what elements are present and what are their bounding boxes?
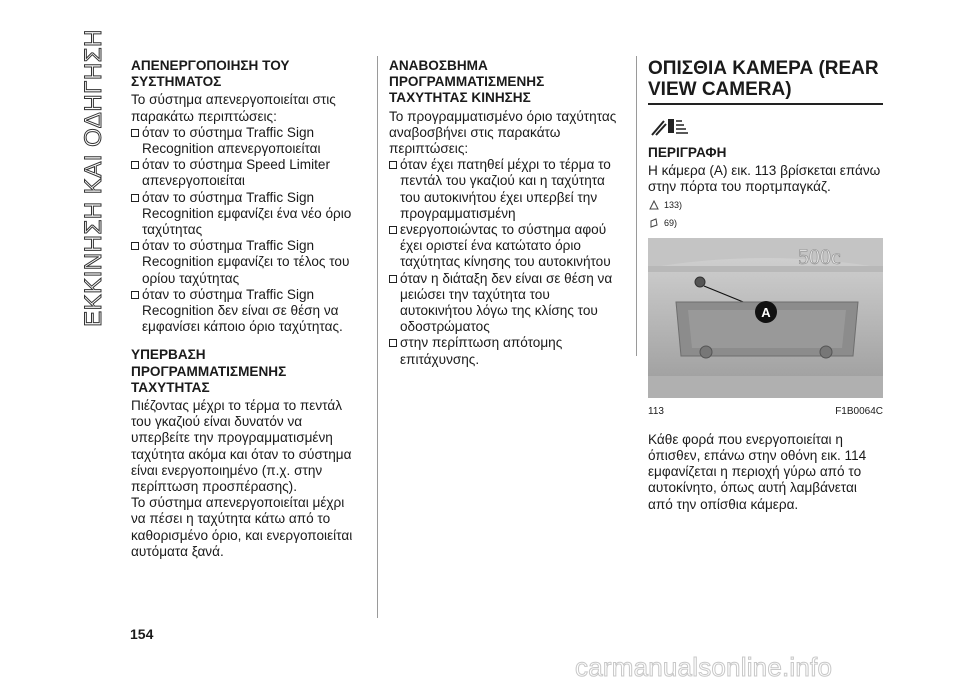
heading-description: ΠΕΡΙΓΡΑΦΗ: [648, 144, 727, 160]
svg-text:A: A: [761, 304, 771, 320]
list-item: όταν το σύστημα Speed Limiter απενεργοποιείται: [131, 157, 356, 189]
intro-text: Το σύστημα απενεργοποιείται στις παρακάτω περιπτώσεις:: [131, 92, 336, 124]
column-1: [131, 58, 356, 560]
watermark: carmanualsonline.info: [575, 652, 833, 682]
list-item: όταν το σύστημα Traffic Sign Recognition εμφανίζει το τέλος του ορίου ταχύτητας: [131, 238, 356, 287]
list-item: όταν το σύστημα Traffic Sign Recognition απενεργοποιείται: [131, 125, 356, 157]
chapter-title-text: ΕΚΚΙΝΗΣΗ ΚΑΙ ΟΔΗΓΗΣΗ: [80, 29, 107, 327]
intro-text: Το προγραμματισμένο όριο ταχύτητας αναβοσβήνει στις παρακάτω περιπτώσεις:: [389, 108, 617, 157]
paragraph: Πιέζοντας μέχρι το τέρμα το πεντάλ του γκαζιού είναι δυνατόν να υπερβείτε την προγραμματισμένη ταχύτητα ακόμα και όταν το σύστημα είναι ενεργοποιημένο (π.χ. στην περίπτωση προσπέρασης).: [131, 398, 352, 495]
paragraph: Η κάμερα (A) εικ. 113 βρίσκεται επάνω στην πόρτα του πορτμπαγκάζ.: [648, 162, 881, 194]
camera-system-icon: [648, 115, 883, 141]
heading-flashing-speed: ΑΝΑΒΟΣΒΗΜΑ ΠΡΟΓΡΑΜΜΑΤΙΣΜΕΝΗΣ ΤΑΧΥΤΗΤΑΣ ΚΙΝΗΣΗΣ: [389, 58, 545, 106]
list-item: όταν το σύστημα Traffic Sign Recognition δεν είναι σε θέση να εμφανίσει κάποιο όριο ταχύτητας.: [131, 287, 356, 336]
list-item: στην περίπτωση απότομης επιτάχυνσης.: [389, 335, 624, 367]
paragraph: Κάθε φορά που ενεργοποιείται η όπισθεν, επάνω στην οθόνη εικ. 114 εμφανίζεται η περιοχή γύρω από το αυτοκίνητο, όπως αυτή λαμβάνεται από την οπίσθια κάμερα.: [648, 431, 867, 512]
rear-camera: [695, 277, 705, 287]
heading-exceed-speed: ΥΠΕΡΒΑΣΗ ΠΡΟΓΡΑΜΜΑΤΙΣΜΕΝΗΣ ΤΑΧΥΤΗΤΑΣ: [131, 347, 287, 395]
title-rule: [648, 103, 883, 105]
column-divider: [377, 56, 378, 618]
figure-code: F1B0064C: [835, 405, 883, 417]
list-item: όταν το σύστημα Traffic Sign Recognition εμφανίζει ένα νέο όριο ταχύτητας: [131, 190, 356, 239]
list-item: όταν η διάταξη δεν είναι σε θέση να μειώσει την ταχύτητα του αυτοκινήτου λόγω της κλίσης του οδοστρώματος: [389, 271, 624, 336]
chapter-side-title: [76, 29, 112, 327]
column-divider: [636, 56, 637, 356]
figure-rear-camera: [648, 238, 883, 403]
heading-deactivation: ΑΠΕΝΕΡΓΟΠΟΙΗΣΗ ΤΟΥ ΣΥΣΤΗΜΑΤΟΣ: [131, 58, 290, 90]
list-item: όταν έχει πατηθεί μέχρι το τέρμα το πεντάλ του γκαζιού και η ταχύτητα του αυτοκινήτου έχει υπερβεί την προγραμματισμένη: [389, 157, 624, 222]
column-2: [389, 58, 624, 368]
warning-hand-icon: [648, 199, 660, 211]
section-title: ΟΠΙΣΘΙΑ ΚΑΜΕΡΑ (REAR VIEW CAMERA): [648, 58, 879, 100]
note-reference: 69): [648, 215, 883, 231]
page-number: 154: [130, 626, 154, 642]
warning-reference: 133): [648, 197, 883, 213]
note-hand-icon: [648, 217, 660, 229]
paragraph: Το σύστημα απενεργοποιείται μέχρι να πέσει η ταχύτητα κάτω από το καθορισμένο όριο, και ενεργοποιείται αυτόματα ξανά.: [131, 495, 353, 559]
figure-caption: [648, 404, 883, 420]
figure-number: 113: [648, 405, 664, 417]
column-3: [648, 58, 883, 513]
list-item: ενεργοποιώντας το σύστημα αφού έχει οριστεί ένα κατώτατο όριο ταχύτητας κίνησης του αυτοκινήτου: [389, 222, 624, 271]
car-logo: 500c: [798, 243, 841, 269]
